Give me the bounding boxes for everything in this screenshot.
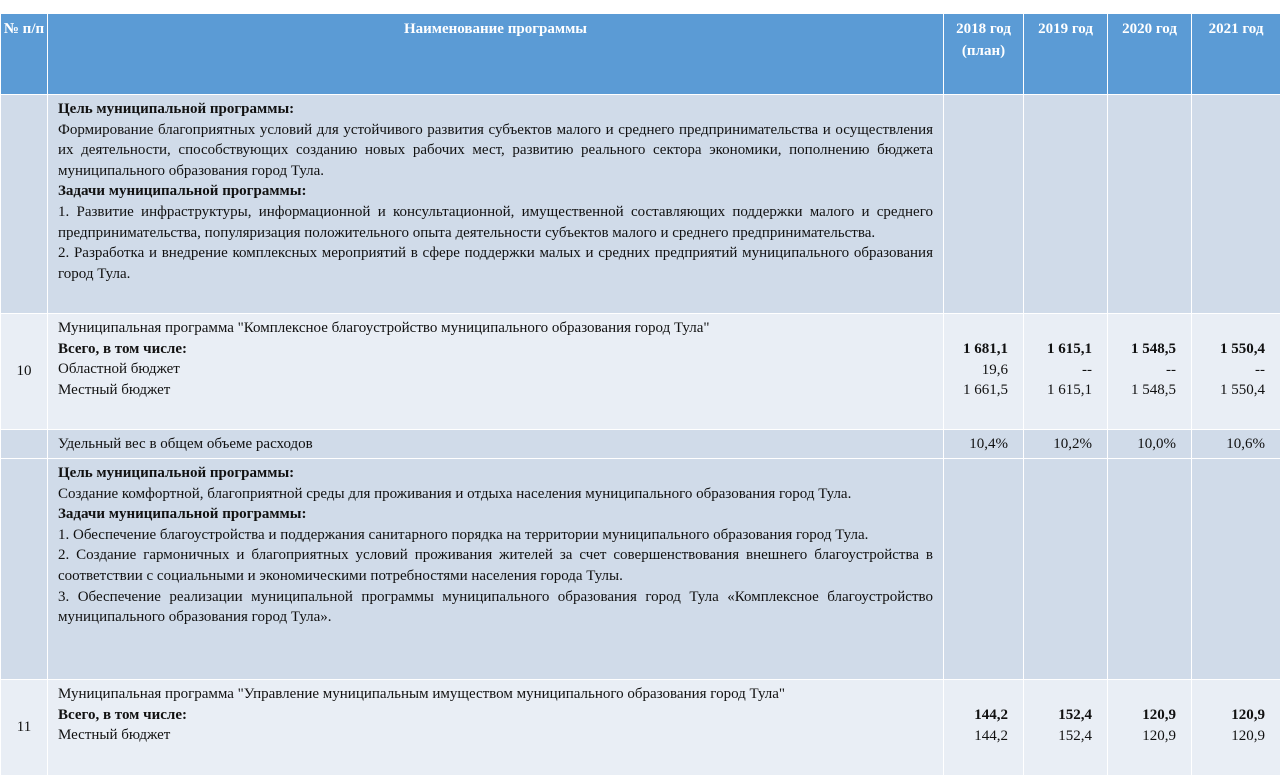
regional-value: 19,6 xyxy=(944,360,1008,381)
share-value-2018: 10,4% xyxy=(944,430,1024,459)
header-num: № п/п xyxy=(1,14,48,95)
table-row-goals-2 xyxy=(1,459,1280,680)
total-value: 120,9 xyxy=(1192,705,1265,726)
program-title: Муниципальная программа "Комплексное благоустройство муниципального образования город Тула" xyxy=(58,318,933,339)
budget-programs-table xyxy=(0,13,1280,776)
total-value: 152,4 xyxy=(1024,705,1092,726)
local-label: Местный бюджет xyxy=(58,380,933,401)
local-value: 120,9 xyxy=(1108,726,1176,747)
value-cell-2018 xyxy=(944,680,1024,776)
header-2020: 2020 год xyxy=(1108,14,1192,95)
value-cell-2020 xyxy=(1108,680,1192,776)
header-2021: 2021 год xyxy=(1192,14,1280,95)
value-cell-2020 xyxy=(1108,314,1192,430)
total-value: 1 550,4 xyxy=(1192,339,1265,360)
tasks-title: Задачи муниципальной программы: xyxy=(58,504,933,525)
local-value: 152,4 xyxy=(1024,726,1092,747)
local-value: 1 661,5 xyxy=(944,380,1008,401)
goal-title: Цель муниципальной программы: xyxy=(58,99,933,120)
regional-value: -- xyxy=(1108,360,1176,381)
header-2018: 2018 год (план) xyxy=(944,14,1024,95)
local-value: 1 548,5 xyxy=(1108,380,1176,401)
regional-label: Областной бюджет xyxy=(58,359,933,380)
goals-cell xyxy=(48,459,944,680)
header-2019: 2019 год xyxy=(1024,14,1108,95)
total-value: 1 548,5 xyxy=(1108,339,1176,360)
share-value-2021: 10,6% xyxy=(1192,430,1280,459)
row-number: 11 xyxy=(1,680,48,776)
table-row-program-11 xyxy=(1,680,1280,776)
goals-cell xyxy=(48,95,944,314)
row-number: 10 xyxy=(1,314,48,430)
table-row-goals-1 xyxy=(1,95,1280,314)
program-title: Муниципальная программа "Управление муниципальным имуществом муниципального образования город Тула" xyxy=(58,684,933,705)
value-cell-2021 xyxy=(1192,680,1280,776)
goal-text: Формирование благоприятных условий для устойчивого развития субъектов малого и среднего предпринимательства и осуществления их деятельности, способствующих созданию новых рабочих мест, развитию реального сектора экономики, пополнению бюджета муниципального образования город Тула. xyxy=(58,120,933,182)
total-value: 1 681,1 xyxy=(944,339,1008,360)
share-value-2020: 10,0% xyxy=(1108,430,1192,459)
table-row-program-10 xyxy=(1,314,1280,430)
local-label: Местный бюджет xyxy=(58,725,933,746)
local-value: 144,2 xyxy=(944,726,1008,747)
local-value: 1 615,1 xyxy=(1024,380,1092,401)
regional-value: -- xyxy=(1024,360,1092,381)
total-value: 1 615,1 xyxy=(1024,339,1092,360)
local-value: 1 550,4 xyxy=(1192,380,1265,401)
total-label: Всего, в том числе: xyxy=(58,339,933,360)
task-item: 2. Создание гармоничных и благоприятных условий проживания жителей за счет совершенствования внешнего благоустройства в соответствии с социальными и экономическими потребностями населения города Тулы. xyxy=(58,545,933,586)
regional-value: -- xyxy=(1192,360,1265,381)
share-label: Удельный вес в общем объеме расходов xyxy=(48,430,944,459)
program-cell xyxy=(48,314,944,430)
goal-text: Создание комфортной, благоприятной среды для проживания и отдыха населения муниципального образования город Тула. xyxy=(58,484,933,505)
goal-title: Цель муниципальной программы: xyxy=(58,463,933,484)
header-name: Наименование программы xyxy=(48,14,944,95)
task-item: 3. Обеспечение реализации муниципальной программы муниципального образования город Тула «Комплексное благоустройство муниципального образования город Тула». xyxy=(58,587,933,628)
total-value: 144,2 xyxy=(944,705,1008,726)
table-header-row xyxy=(1,14,1280,95)
value-cell-2019 xyxy=(1024,314,1108,430)
task-item: 1. Развитие инфраструктуры, информационной и консультационной, имущественной составляющих поддержки малого и среднего предпринимательства, популяризация положительного опыта деятельности субъектов малого и среднего предпринимательства. xyxy=(58,202,933,243)
local-value: 120,9 xyxy=(1192,726,1265,747)
total-value: 120,9 xyxy=(1108,705,1176,726)
total-label: Всего, в том числе: xyxy=(58,705,933,726)
task-item: 1. Обеспечение благоустройства и поддержания санитарного порядка на территории муниципального образования город Тула. xyxy=(58,525,933,546)
value-cell-2019 xyxy=(1024,680,1108,776)
tasks-title: Задачи муниципальной программы: xyxy=(58,181,933,202)
program-cell xyxy=(48,680,944,776)
value-cell-2021 xyxy=(1192,314,1280,430)
value-cell-2018 xyxy=(944,314,1024,430)
share-value-2019: 10,2% xyxy=(1024,430,1108,459)
table-row-share xyxy=(1,430,1280,459)
task-item: 2. Разработка и внедрение комплексных мероприятий в сфере поддержки малых и средних предприятий муниципального образования город Тула. xyxy=(58,243,933,284)
